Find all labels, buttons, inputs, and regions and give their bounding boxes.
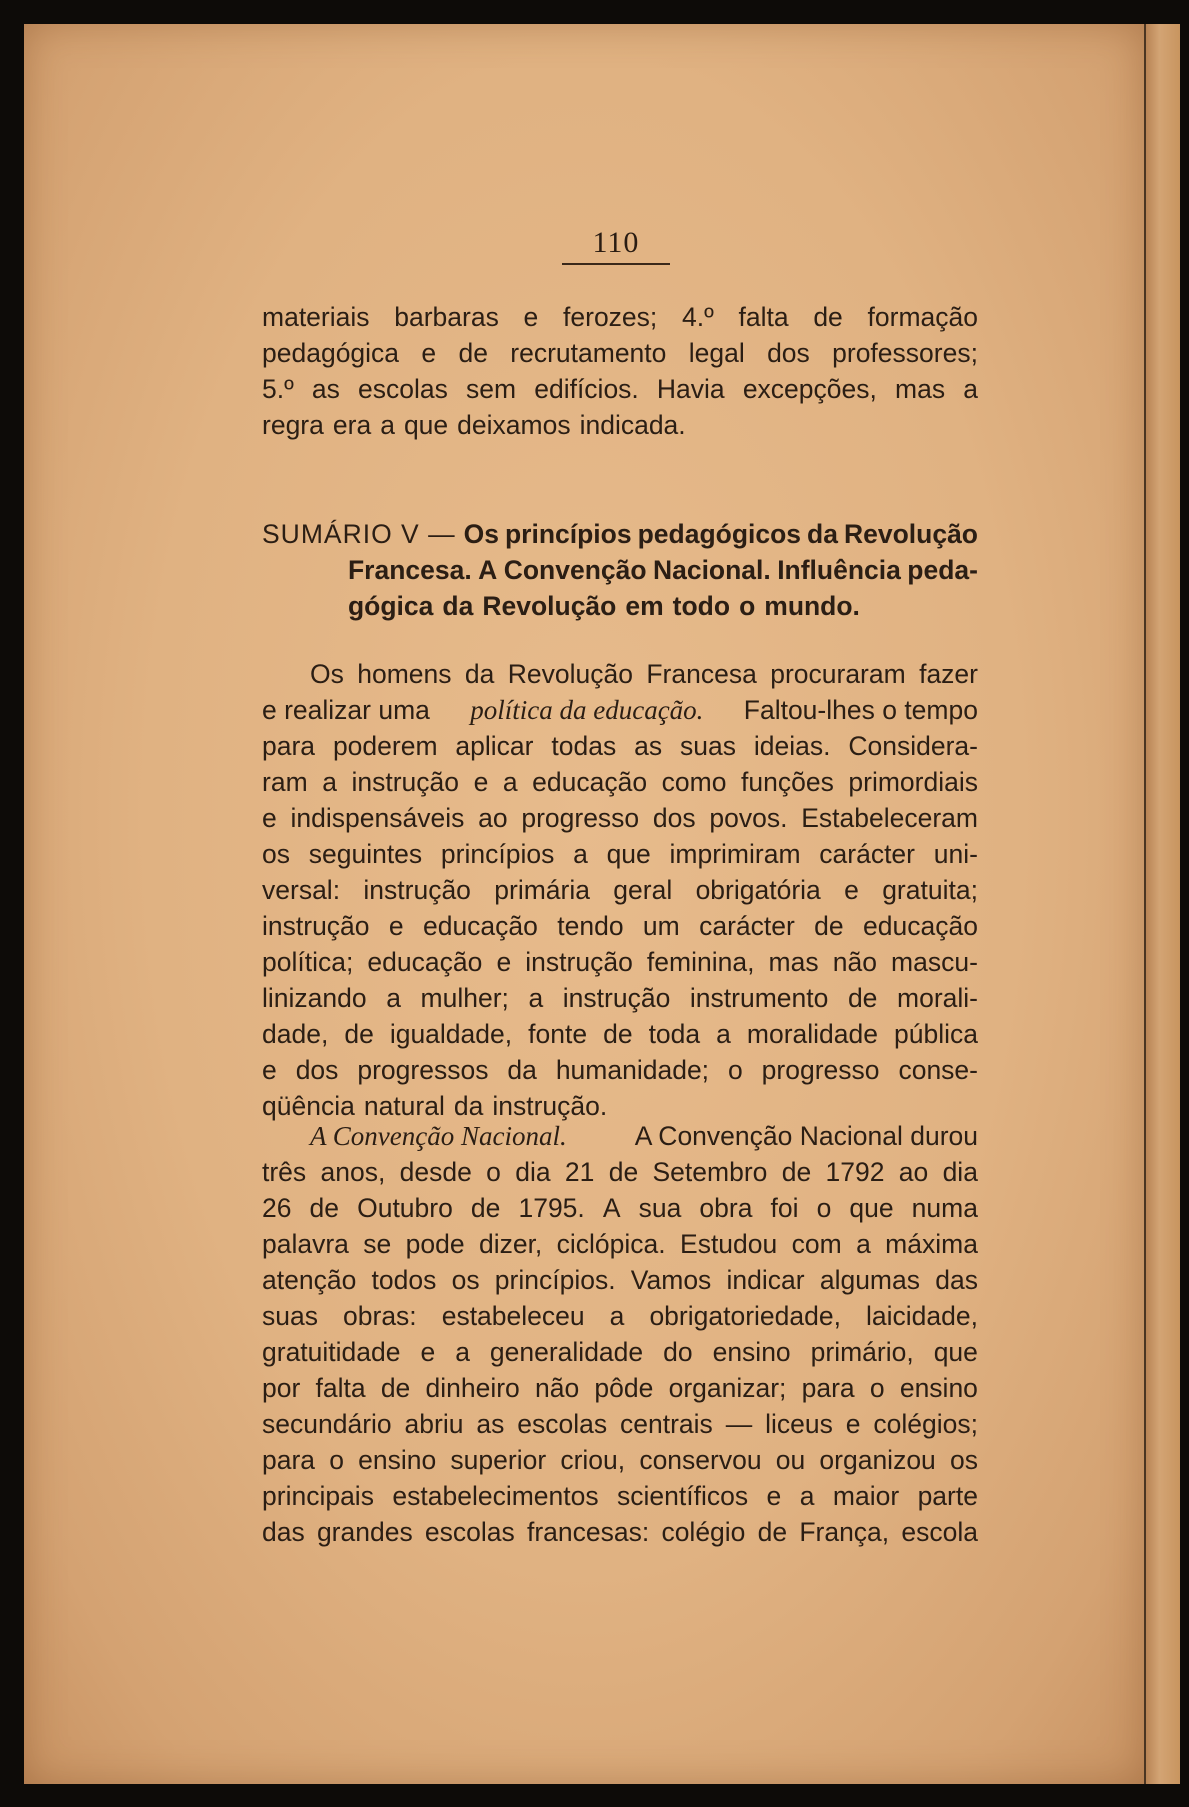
word: como — [661, 767, 727, 797]
text-line — [262, 552, 978, 588]
word: gratuita; — [882, 875, 978, 905]
word: criou, — [560, 1445, 626, 1475]
word: numa — [911, 1193, 978, 1223]
word: instrução — [562, 983, 671, 1013]
word: A — [602, 1193, 621, 1223]
word: do — [663, 1337, 693, 1367]
word: grandes — [316, 1517, 413, 1547]
word: política; — [262, 947, 354, 977]
text-line — [262, 800, 978, 836]
word: de — [814, 911, 844, 941]
word: Estudou — [680, 1229, 778, 1259]
word: maior — [832, 1481, 900, 1511]
word: que — [403, 410, 449, 440]
word: a — [963, 374, 978, 404]
convention-heading: A Convenção Nacional. — [310, 1121, 567, 1151]
word: conservou — [639, 1445, 762, 1475]
word: organizar; — [668, 1373, 787, 1403]
line-start: e realizar uma — [262, 695, 430, 725]
word: um — [642, 911, 680, 941]
text-line-with-italic — [262, 692, 978, 728]
word: dia — [942, 1157, 978, 1187]
word: Francesa. — [348, 555, 472, 585]
summary-line-text — [456, 516, 978, 552]
word: obrigatoriedade, — [649, 1301, 841, 1331]
word: excepções, — [742, 374, 877, 404]
word: a — [716, 1019, 731, 1049]
word: funções — [741, 767, 834, 797]
word: carácter — [699, 911, 795, 941]
word: primária — [494, 875, 590, 905]
text-line — [262, 1478, 978, 1514]
word: que — [606, 839, 651, 869]
text-line — [262, 1514, 978, 1550]
word: ensino — [712, 1337, 791, 1367]
word: não — [535, 1373, 580, 1403]
text-line — [262, 980, 978, 1016]
word: deixamos — [457, 410, 571, 440]
word: natural — [363, 1091, 445, 1121]
word: instrução — [351, 767, 460, 797]
word: estabelecimentos — [392, 1481, 599, 1511]
word: Outubro — [357, 1193, 453, 1223]
word: algumas — [819, 1265, 920, 1295]
word: e — [421, 338, 437, 368]
word: da — [442, 591, 474, 621]
word: a — [573, 839, 588, 869]
word: que — [933, 1337, 978, 1367]
word: homens — [357, 659, 452, 689]
italic-phrase: política da educação. — [470, 695, 704, 725]
word: máxima — [885, 1229, 978, 1259]
word: regra — [262, 410, 324, 440]
word: ideias. — [753, 731, 831, 761]
word: qüência — [262, 1091, 355, 1121]
word: a — [856, 1229, 871, 1259]
text-line-with-heading — [262, 1118, 978, 1154]
word: instrução — [262, 911, 370, 941]
word: primário, — [810, 1337, 914, 1367]
word: suas — [680, 731, 736, 761]
word: progresso — [761, 1055, 880, 1085]
word: fonte — [528, 1019, 588, 1049]
word: de — [309, 1193, 340, 1223]
line-end: A Convenção Nacional durou — [634, 1121, 978, 1151]
word: laicidade, — [866, 1301, 978, 1331]
convention-paragraph — [262, 1118, 978, 1550]
word: A — [478, 555, 498, 585]
word: pedagógicos — [637, 519, 802, 549]
summary-label: SUMÁRIO V — — [262, 519, 456, 549]
word: das — [935, 1265, 978, 1295]
word: com — [791, 1229, 842, 1259]
word: educação — [863, 911, 978, 941]
word: a — [455, 1337, 470, 1367]
word: Havia — [656, 374, 725, 404]
line-end: Faltou-lhes o tempo — [743, 695, 978, 725]
word: parte — [917, 1481, 978, 1511]
word: das — [262, 1517, 305, 1547]
text-line — [262, 1370, 978, 1406]
word: a — [386, 983, 401, 1013]
word: os — [949, 1445, 978, 1475]
page-number: 110 — [592, 226, 640, 259]
word: mas — [895, 374, 946, 404]
word: por — [262, 1373, 301, 1403]
word: e — [523, 302, 539, 332]
word: Revolução — [507, 659, 633, 689]
word: que — [849, 1193, 894, 1223]
word: organizou — [819, 1445, 936, 1475]
text-line — [262, 1016, 978, 1052]
word: ao — [898, 1157, 929, 1187]
word: linizando — [262, 983, 367, 1013]
word: todos — [371, 1265, 437, 1295]
word: colégio — [661, 1517, 746, 1547]
word: todas — [551, 731, 617, 761]
word: Estabeleceram — [801, 803, 978, 833]
word: França, — [799, 1517, 890, 1547]
word: principais — [262, 1481, 374, 1511]
text-line — [262, 1052, 978, 1088]
word: de — [603, 1019, 633, 1049]
word: atenção — [262, 1265, 357, 1295]
word: Convenção — [503, 555, 647, 585]
word: de — [781, 1157, 812, 1187]
word: palavra — [262, 1229, 349, 1259]
word: pôde — [594, 1373, 654, 1403]
word: anos, — [320, 1157, 386, 1187]
word: secundário — [262, 1409, 392, 1439]
word: e — [262, 1055, 277, 1085]
word: ram — [262, 767, 308, 797]
word: moralidade — [746, 1019, 878, 1049]
word: escola — [901, 1517, 978, 1547]
word: gratuitidade — [262, 1337, 401, 1367]
word: Considera- — [848, 731, 978, 761]
word: Revolução — [482, 591, 617, 621]
word: sem — [466, 374, 517, 404]
word: conse- — [898, 1055, 978, 1085]
word: de — [813, 302, 843, 332]
word: primordiais — [848, 767, 978, 797]
word: toda — [648, 1019, 701, 1049]
word: da — [453, 1091, 484, 1121]
word: e — [496, 947, 512, 977]
word: todo — [672, 591, 731, 621]
word: Francesa — [646, 659, 757, 689]
word: 1792 — [825, 1157, 885, 1187]
word: e — [766, 1481, 782, 1511]
word: tendo — [557, 911, 624, 941]
word: instrução — [363, 875, 471, 905]
word: instrução. — [492, 1091, 608, 1121]
text-line — [262, 588, 978, 624]
word: fazer — [919, 659, 978, 689]
word: desde — [399, 1157, 472, 1187]
word: scientíficos — [617, 1481, 749, 1511]
word: e — [388, 911, 404, 941]
word: princípios. — [494, 1265, 616, 1295]
word: aplicar — [455, 731, 534, 761]
word: o — [727, 1055, 743, 1085]
word: a — [380, 410, 395, 440]
word: colégios; — [873, 1409, 978, 1439]
word: igualdade, — [389, 1019, 513, 1049]
word: se — [363, 1229, 392, 1259]
word: a — [502, 767, 518, 797]
word: mascu- — [891, 947, 978, 977]
word: materiais — [262, 302, 370, 332]
word: dade, — [262, 1019, 329, 1049]
word: professores; — [832, 338, 978, 368]
word: o — [869, 1373, 885, 1403]
word: instrução — [525, 947, 633, 977]
word: recrutamento — [510, 338, 667, 368]
word: para — [262, 1445, 316, 1475]
word: para — [262, 731, 316, 761]
word: 1795. — [518, 1193, 585, 1223]
word: de — [458, 338, 488, 368]
word: pública — [894, 1019, 978, 1049]
word: e — [844, 875, 859, 905]
word: formação — [867, 302, 978, 332]
intro-paragraph — [262, 299, 978, 443]
text-line — [262, 1442, 978, 1478]
word: dinheiro — [425, 1373, 520, 1403]
word: ensino — [899, 1373, 978, 1403]
word: o — [816, 1193, 832, 1223]
word: de — [470, 1193, 501, 1223]
text-line — [262, 764, 978, 800]
word: obras: — [343, 1301, 417, 1331]
word: edifícios. — [534, 374, 639, 404]
text-line — [262, 1226, 978, 1262]
text-line — [262, 335, 978, 371]
word: mulher; — [420, 983, 509, 1013]
text-line — [262, 1406, 978, 1442]
word: abriu — [404, 1409, 464, 1439]
word: falta — [738, 302, 789, 332]
word: superior — [450, 1445, 547, 1475]
word: ou — [775, 1445, 806, 1475]
word: 21 — [564, 1157, 595, 1187]
word: dos — [295, 1055, 339, 1085]
text-line — [262, 299, 978, 335]
word: princípios — [504, 519, 632, 549]
word: o — [486, 1157, 501, 1187]
text-line — [262, 1190, 978, 1226]
word: peda- — [907, 555, 978, 585]
word: sua — [638, 1193, 682, 1223]
word: era — [332, 410, 372, 440]
word: e — [473, 767, 489, 797]
text-line — [262, 944, 978, 980]
word: e — [420, 1337, 436, 1367]
word: a — [609, 1301, 625, 1331]
word: escolas — [424, 1517, 515, 1547]
word: Os — [463, 519, 499, 549]
word: dia — [515, 1157, 551, 1187]
word: e — [845, 1409, 861, 1439]
word: Os — [310, 659, 344, 689]
word: estabeleceu — [441, 1301, 585, 1331]
word: Vamos — [630, 1265, 712, 1295]
word: foi — [770, 1193, 799, 1223]
word: ensino — [358, 1445, 437, 1475]
word: da — [464, 659, 495, 689]
word: três — [262, 1157, 307, 1187]
word: francesas: — [526, 1517, 650, 1547]
word: educação — [422, 911, 538, 941]
word: progresso — [521, 803, 640, 833]
word: as — [311, 374, 340, 404]
word: versal: — [262, 875, 341, 905]
word: suas — [262, 1301, 318, 1331]
word: instrumento — [689, 983, 829, 1013]
word: uni- — [933, 839, 978, 869]
word: escolas — [517, 1409, 608, 1439]
word: o — [329, 1445, 344, 1475]
word: da — [507, 1055, 537, 1085]
revolution-paragraph — [262, 656, 978, 1124]
page-edge — [1144, 24, 1180, 1784]
word: seguintes — [308, 839, 423, 869]
word: de — [757, 1517, 788, 1547]
text-line — [262, 872, 978, 908]
word: a — [322, 767, 337, 797]
word: — — [725, 1409, 753, 1439]
summary-first-line — [262, 516, 978, 552]
word: as — [634, 731, 663, 761]
word: os — [262, 839, 290, 869]
word: imprimiram — [669, 839, 801, 869]
word: indicar — [726, 1265, 805, 1295]
word: centrais — [620, 1409, 713, 1439]
word: geral — [613, 875, 673, 905]
word: legal — [688, 338, 745, 368]
text-line — [262, 371, 978, 407]
word: escolas — [358, 374, 448, 404]
word: liceus — [765, 1409, 833, 1439]
word: de — [847, 983, 878, 1013]
word: gógica — [348, 591, 434, 621]
word: humanidade; — [555, 1055, 710, 1085]
word: feminina, — [646, 947, 755, 977]
word: mas — [768, 947, 819, 977]
summary-block — [262, 516, 978, 624]
text-line — [262, 1154, 978, 1190]
word: de — [380, 1373, 411, 1403]
word: da — [807, 519, 838, 549]
word: indispensáveis — [290, 803, 465, 833]
word: não — [832, 947, 877, 977]
word: 5.º — [262, 374, 294, 404]
word: obrigatória — [695, 875, 821, 905]
word: dos — [767, 338, 810, 368]
word: procuraram — [770, 659, 906, 689]
word: educação — [532, 767, 648, 797]
text-line — [262, 656, 978, 692]
word: obra — [699, 1193, 753, 1223]
word: mundo. — [764, 591, 860, 621]
word: generalidade — [489, 1337, 644, 1367]
word: dos — [652, 803, 696, 833]
word: morali- — [897, 983, 978, 1013]
word: carácter — [819, 839, 915, 869]
word: barbaras — [394, 302, 499, 332]
word: em — [625, 591, 664, 621]
word: ferozes; — [563, 302, 658, 332]
page-number-rule — [562, 263, 670, 265]
word: a — [799, 1481, 815, 1511]
word: o — [739, 591, 756, 621]
word: 26 — [262, 1193, 292, 1223]
text-line — [262, 1298, 978, 1334]
text-line — [262, 836, 978, 872]
word: falta — [315, 1373, 366, 1403]
word: a — [528, 983, 544, 1013]
text-line — [262, 728, 978, 764]
text-line — [262, 1262, 978, 1298]
word: os — [451, 1265, 480, 1295]
word: pedagógica — [262, 338, 400, 368]
word: princípios — [440, 839, 555, 869]
word: povos. — [709, 803, 788, 833]
word: para — [801, 1373, 855, 1403]
word: Nacional. — [652, 555, 771, 585]
word: educação — [367, 947, 483, 977]
word: poderem — [332, 731, 438, 761]
word: Setembro — [652, 1157, 768, 1187]
word: de — [608, 1157, 639, 1187]
word: ao — [478, 803, 508, 833]
word: 4.º — [682, 302, 714, 332]
word: indicada. — [579, 410, 686, 440]
text-line — [262, 908, 978, 944]
word: ciclópica. — [556, 1229, 666, 1259]
text-line — [262, 1334, 978, 1370]
word: Influência — [777, 555, 901, 585]
word: progressos — [357, 1055, 489, 1085]
word: as — [476, 1409, 505, 1439]
text-line — [262, 407, 978, 443]
word: dizer, — [478, 1229, 543, 1259]
word: e — [262, 803, 277, 833]
word: de — [344, 1019, 374, 1049]
word: Revolução — [843, 519, 978, 549]
word: pode — [405, 1229, 465, 1259]
